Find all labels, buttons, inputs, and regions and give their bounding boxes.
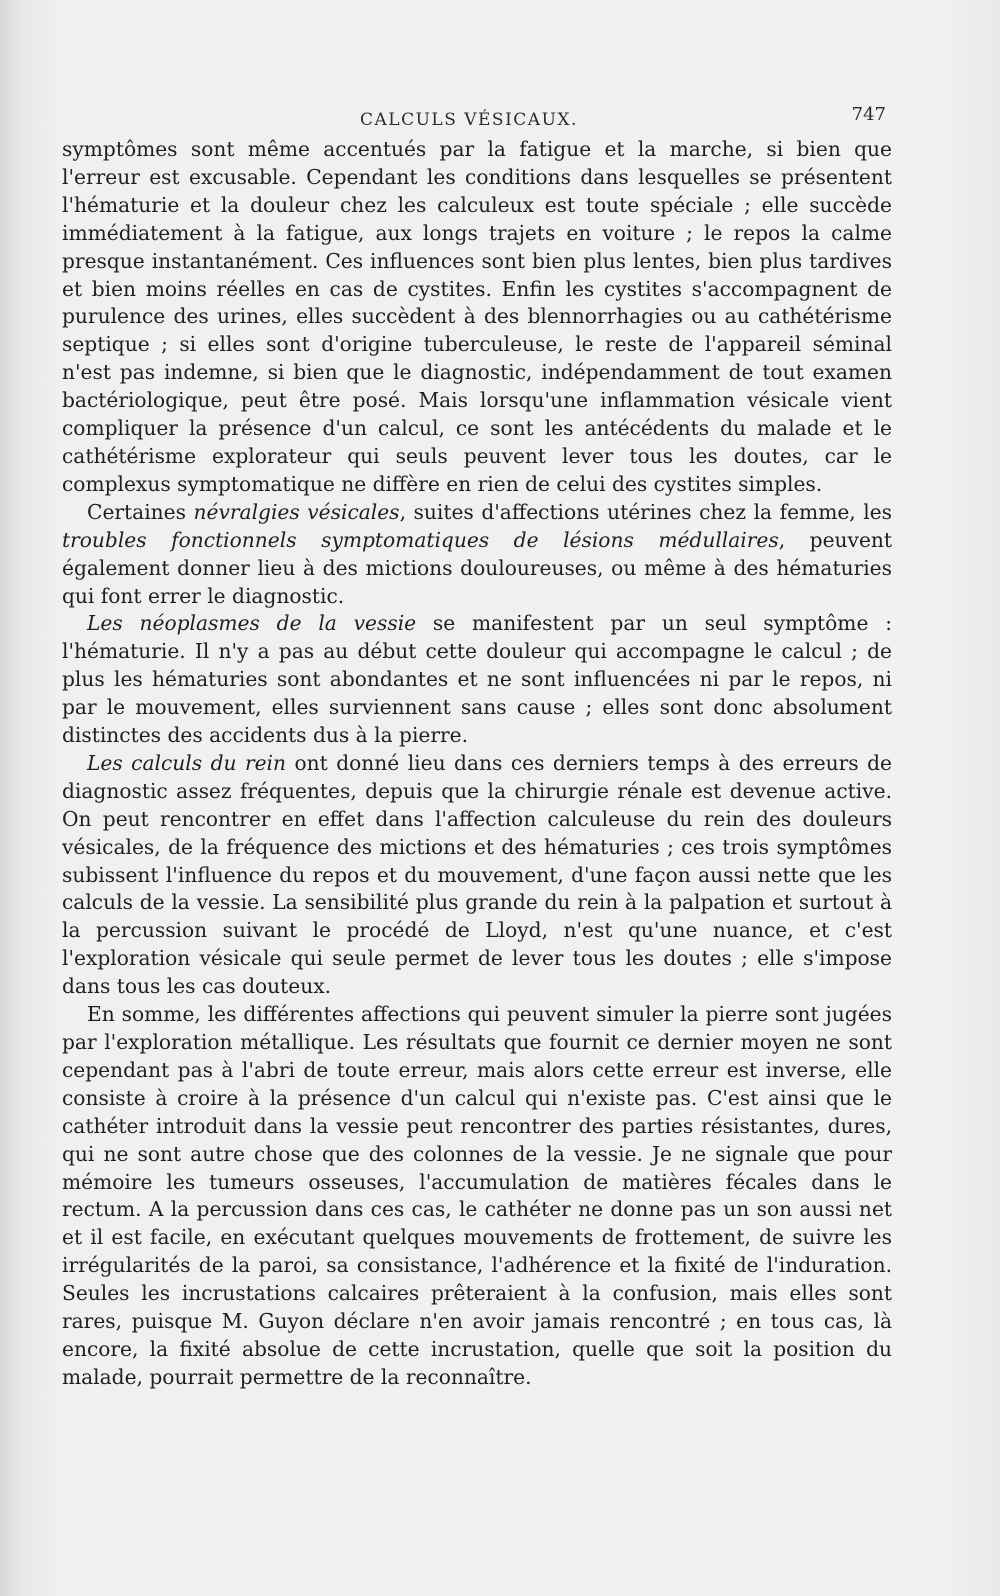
paragraph xyxy=(62,750,892,1001)
italic-text: névralgies vésicales xyxy=(193,499,400,524)
text-run: ont donné lieu dans ces derniers temps à des erreurs de diagnostic assez fréquentes, depuis que la chirurgie rénale est devenue active. On peut rencontrer en effet dans l'affection calculeuse du rein des douleurs vésicales, de la fréquence des mictions et des hématuries ; ces trois symptômes subissent l'influence du repos et du mouvement, d'une façon aussi nette que les calculs de la vessie. La sensibilité plus grande du rein à la palpation et surtout à la percussion suivant le procédé de Lloyd, n'est qu'une nuance, et c'est l'exploration vésicale qui seule permet de lever tous les doutes ; elle s'impose dans tous les cas douteux. xyxy=(62,750,892,999)
running-title: CALCULS VÉSICAUX. xyxy=(360,110,578,130)
page-header xyxy=(62,104,892,134)
text-run: , suites d'affections utérines chez la femme, les xyxy=(399,499,893,524)
italic-text: Les néoplasmes de la vessie xyxy=(87,611,417,636)
italic-text: troubles fonctionnels symptomatiques de lésions médullaires xyxy=(62,527,779,552)
paragraph xyxy=(62,499,892,611)
paragraph xyxy=(62,1001,892,1392)
text-run: Certaines xyxy=(87,499,194,524)
paragraph xyxy=(62,610,892,750)
body-text xyxy=(62,136,892,1392)
text-run: se manifestent par un seul symptôme : l'hématurie. Il n'y a pas au début cette douleur qui accompagne le calcul ; de plus les hématuries sont abondantes et ne sont influencées ni par le repos, ni par le mouvement, elles surviennent sans cause ; elles sont donc absolument distinctes des accidents dus à la pierre. xyxy=(62,611,893,748)
page-number: 747 xyxy=(851,104,886,125)
italic-text: Les calculs du rein xyxy=(87,750,287,775)
text-run: En somme, les différentes affections qui peuvent simuler la pierre sont jugées par l'exploration métallique. Les résultats que fournit ce dernier moyen ne sont cependant pas à l'abri de toute erreur, mais alors cette erreur est inverse, elle consiste à croire à la présence d'un calcul qui n'existe pas. C'est ainsi que le cathéter introduit dans la vessie peut rencontrer des parties résistantes, dures, qui ne sont autre chose que des colonnes de la vessie. Je ne signale que pour mémoire les tumeurs osseuses, l'accumulation de matières fécales dans le rectum. A la percussion dans ces cas, le cathéter ne donne pas un son aussi net et il est facile, en exécutant quelques mouvements de frottement, de suivre les irrégularités de la paroi, sa consistance, l'adhérence et la fixité de l'induration. Seules les incrustations calcaires prêteraient à la confusion, mais elles sont rares, puisque M. Guyon déclare n'en avoir jamais rencontré ; en tous cas, là encore, la fixité absolue de cette incrustation, quelle que soit la position du malade, pourrait permettre de la reconnaître. xyxy=(62,1002,892,1389)
paragraph xyxy=(62,136,892,499)
text-run: symptômes sont même accentués par la fatigue et la marche, si bien que l'erreur est excusable. Cependant les conditions dans lesquelles se présentent l'hématurie et la douleur chez les calculeux est toute spéciale ; elle succède immédiatement à la fatigue, aux longs trajets en voiture ; le repos la calme presque instantanément. Ces influences sont bien plus lentes, bien plus tardives et bien moins réelles en cas de cystites. Enfin les cystites s'accompagnent de purulence des urines, elles succèdent à des blennorrhagies ou au cathétérisme septique ; si elles sont d'origine tuberculeuse, le reste de l'appareil séminal n'est pas indemne, si bien que le diagnostic, indépendamment de tout examen bactériologique, peut être posé. Mais lorsqu'une inflammation vésicale vient compliquer la présence d'un calcul, ce sont les antécédents du malade et le cathétérisme explorateur qui seuls peuvent lever tous les doutes, car le complexus symptomatique ne diffère en rien de celui des cystites simples. xyxy=(62,137,892,496)
text-run: , peuvent également donner lieu à des mictions douloureuses, ou même à des hématuries qui font errer le diagnostic. xyxy=(62,527,892,608)
